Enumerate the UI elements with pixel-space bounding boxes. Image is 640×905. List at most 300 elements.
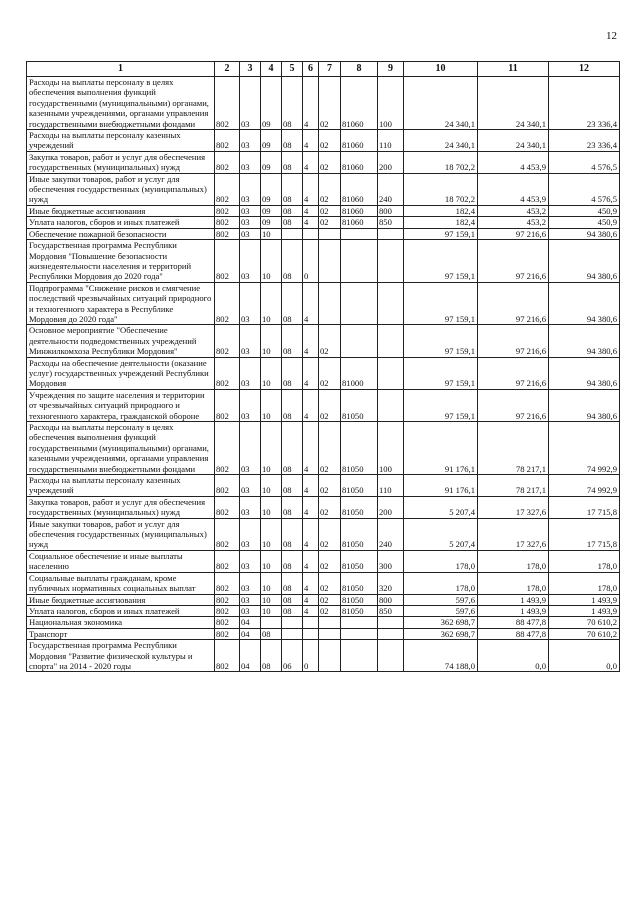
expense-type-code: 320	[378, 572, 404, 594]
amount-col-12: 94 380,6	[549, 240, 620, 283]
expense-type-code: 100	[378, 422, 404, 475]
admin-code: 802	[215, 640, 240, 672]
amount-col-10: 597,6	[404, 605, 478, 616]
expense-type-code: 200	[378, 151, 404, 173]
section-code: 03	[240, 572, 261, 594]
amount-col-11: 0,0	[478, 640, 549, 672]
program-code	[282, 628, 303, 639]
amount-col-12: 4 576,5	[549, 151, 620, 173]
amount-col-12: 94 380,6	[549, 282, 620, 325]
amount-col-11: 88 477,8	[478, 628, 549, 639]
expense-type-code: 800	[378, 594, 404, 605]
row-name: Расходы на выплаты персоналу в целях обеспечения выполнения функций государственными (муниципальными) органами, казенными учреждениями, органами управления государственными внебюджетными фондами	[27, 77, 215, 130]
amount-col-11: 178,0	[478, 550, 549, 572]
expense-type-code: 200	[378, 496, 404, 518]
amount-col-10: 97 159,1	[404, 282, 478, 325]
expense-type-code: 100	[378, 77, 404, 130]
program-code	[282, 228, 303, 239]
column-header: 11	[478, 62, 549, 77]
amount-col-10: 18 702,2	[404, 173, 478, 205]
amount-col-10: 5 207,4	[404, 496, 478, 518]
expense-type-code	[378, 617, 404, 628]
expense-type-code	[378, 628, 404, 639]
expense-type-code	[378, 228, 404, 239]
expense-type-code	[378, 640, 404, 672]
admin-code: 802	[215, 77, 240, 130]
section-code: 04	[240, 617, 261, 628]
event-code	[319, 628, 341, 639]
table-row	[27, 325, 620, 357]
amount-col-12: 70 610,2	[549, 617, 620, 628]
amount-col-12: 17 715,8	[549, 518, 620, 550]
program-code: 08	[282, 130, 303, 152]
row-name: Иные бюджетные ассигнования	[27, 594, 215, 605]
amount-col-10: 18 702,2	[404, 151, 478, 173]
amount-col-10: 91 176,1	[404, 422, 478, 475]
program-code: 08	[282, 550, 303, 572]
admin-code: 802	[215, 496, 240, 518]
event-code: 02	[319, 572, 341, 594]
admin-code: 802	[215, 628, 240, 639]
amount-col-10: 91 176,1	[404, 475, 478, 497]
section-code: 03	[240, 130, 261, 152]
row-name: Социальное обеспечение и иные выплаты населению	[27, 550, 215, 572]
amount-col-11: 97 216,6	[478, 389, 549, 421]
direction-code: 81050	[341, 594, 378, 605]
subsection-code: 08	[261, 640, 282, 672]
subsection-code: 10	[261, 550, 282, 572]
table-row	[27, 475, 620, 497]
admin-code: 802	[215, 205, 240, 216]
expense-type-code	[378, 282, 404, 325]
row-name: Закупка товаров, работ и услуг для обеспечения государственных (муниципальных) нужд	[27, 496, 215, 518]
subprogram-code: 4	[303, 572, 319, 594]
amount-col-11: 453,2	[478, 217, 549, 228]
event-code: 02	[319, 496, 341, 518]
amount-col-12: 0,0	[549, 640, 620, 672]
admin-code: 802	[215, 617, 240, 628]
event-code: 02	[319, 151, 341, 173]
subprogram-code	[303, 628, 319, 639]
event-code: 02	[319, 205, 341, 216]
program-code	[282, 617, 303, 628]
subsection-code: 10	[261, 389, 282, 421]
direction-code	[341, 325, 378, 357]
column-header: 1	[27, 62, 215, 77]
event-code: 02	[319, 77, 341, 130]
amount-col-11: 78 217,1	[478, 422, 549, 475]
admin-code: 802	[215, 325, 240, 357]
direction-code	[341, 228, 378, 239]
direction-code: 81060	[341, 173, 378, 205]
program-code: 08	[282, 205, 303, 216]
table-row	[27, 422, 620, 475]
admin-code: 802	[215, 594, 240, 605]
direction-code: 81050	[341, 572, 378, 594]
subsection-code: 10	[261, 572, 282, 594]
admin-code: 802	[215, 550, 240, 572]
admin-code: 802	[215, 475, 240, 497]
direction-code: 81050	[341, 422, 378, 475]
subprogram-code	[303, 617, 319, 628]
subsection-code: 09	[261, 151, 282, 173]
amount-col-10: 97 159,1	[404, 389, 478, 421]
row-name: Подпрограмма "Снижение рисков и смягчение последствий чрезвычайных ситуаций природного и техногенного характера в Республике Мордовия до 2020 года"	[27, 282, 215, 325]
subsection-code: 10	[261, 475, 282, 497]
section-code: 04	[240, 628, 261, 639]
amount-col-10: 97 159,1	[404, 240, 478, 283]
admin-code: 802	[215, 151, 240, 173]
subsection-code: 10	[261, 240, 282, 283]
direction-code	[341, 628, 378, 639]
section-code: 03	[240, 173, 261, 205]
column-header: 4	[261, 62, 282, 77]
amount-col-11: 97 216,6	[478, 282, 549, 325]
event-code: 02	[319, 594, 341, 605]
row-name: Национальная экономика	[27, 617, 215, 628]
table-row	[27, 518, 620, 550]
table-row	[27, 628, 620, 639]
amount-col-12: 23 336,4	[549, 130, 620, 152]
subsection-code: 10	[261, 325, 282, 357]
row-name: Транспорт	[27, 628, 215, 639]
admin-code: 802	[215, 389, 240, 421]
section-code: 03	[240, 77, 261, 130]
amount-col-12: 4 576,5	[549, 173, 620, 205]
row-name: Иные бюджетные ассигнования	[27, 205, 215, 216]
subprogram-code: 4	[303, 389, 319, 421]
table-row	[27, 173, 620, 205]
program-code: 08	[282, 357, 303, 389]
subprogram-code: 4	[303, 475, 319, 497]
amount-col-11: 97 216,6	[478, 325, 549, 357]
column-header: 2	[215, 62, 240, 77]
expense-type-code: 850	[378, 217, 404, 228]
event-code	[319, 240, 341, 283]
event-code: 02	[319, 173, 341, 205]
direction-code	[341, 282, 378, 325]
amount-col-11: 24 340,1	[478, 130, 549, 152]
row-name: Учреждения по защите населения и территории от чрезвычайных ситуаций природного и техногенного характера, гражданской обороне	[27, 389, 215, 421]
row-name: Уплата налогов, сборов и иных платежей	[27, 605, 215, 616]
event-code: 02	[319, 357, 341, 389]
amount-col-11: 88 477,8	[478, 617, 549, 628]
row-name: Государственная программа Республики Мордовия "Повышение безопасности жизнедеятельности населения и территорий Республики Мордовия до 2020 года"	[27, 240, 215, 283]
amount-col-12: 94 380,6	[549, 389, 620, 421]
amount-col-11: 4 453,9	[478, 151, 549, 173]
direction-code: 81050	[341, 496, 378, 518]
column-header: 8	[341, 62, 378, 77]
amount-col-10: 24 340,1	[404, 77, 478, 130]
table-row	[27, 357, 620, 389]
row-name: Государственная программа Республики Мордовия "Развитие физической культуры и спорта" на 2014 - 2020 годы	[27, 640, 215, 672]
section-code: 03	[240, 205, 261, 216]
admin-code: 802	[215, 572, 240, 594]
program-code: 08	[282, 422, 303, 475]
admin-code: 802	[215, 228, 240, 239]
expense-type-code: 240	[378, 173, 404, 205]
header-row	[27, 62, 620, 77]
amount-col-11: 24 340,1	[478, 77, 549, 130]
table-row	[27, 550, 620, 572]
admin-code: 802	[215, 240, 240, 283]
amount-col-12: 178,0	[549, 550, 620, 572]
amount-col-10: 182,4	[404, 217, 478, 228]
subsection-code: 09	[261, 130, 282, 152]
subsection-code: 09	[261, 217, 282, 228]
subprogram-code: 4	[303, 357, 319, 389]
program-code: 08	[282, 282, 303, 325]
direction-code: 81060	[341, 77, 378, 130]
table-row	[27, 640, 620, 672]
amount-col-10: 178,0	[404, 550, 478, 572]
row-name: Социальные выплаты гражданам, кроме публичных нормативных социальных выплат	[27, 572, 215, 594]
program-code: 08	[282, 475, 303, 497]
amount-col-10: 182,4	[404, 205, 478, 216]
section-code: 04	[240, 640, 261, 672]
subsection-code: 08	[261, 628, 282, 639]
event-code: 02	[319, 217, 341, 228]
subsection-code: 10	[261, 518, 282, 550]
row-name: Расходы на обеспечение деятельности (оказание услуг) государственных учреждений Республики Мордовия	[27, 357, 215, 389]
section-code: 03	[240, 240, 261, 283]
row-name: Обеспечение пожарной безопасности	[27, 228, 215, 239]
amount-col-10: 597,6	[404, 594, 478, 605]
subprogram-code: 4	[303, 282, 319, 325]
amount-col-11: 1 493,9	[478, 594, 549, 605]
expense-type-code: 110	[378, 475, 404, 497]
event-code: 02	[319, 130, 341, 152]
amount-col-12: 74 992,9	[549, 475, 620, 497]
subsection-code: 09	[261, 205, 282, 216]
admin-code: 802	[215, 282, 240, 325]
subprogram-code: 4	[303, 173, 319, 205]
subprogram-code	[303, 228, 319, 239]
subprogram-code: 4	[303, 151, 319, 173]
program-code: 08	[282, 240, 303, 283]
direction-code: 81050	[341, 518, 378, 550]
event-code	[319, 617, 341, 628]
amount-col-12: 450,9	[549, 205, 620, 216]
column-header: 9	[378, 62, 404, 77]
admin-code: 802	[215, 518, 240, 550]
amount-col-10: 74 188,0	[404, 640, 478, 672]
table-row	[27, 77, 620, 130]
table-row	[27, 572, 620, 594]
table-row	[27, 228, 620, 239]
table-row	[27, 240, 620, 283]
subsection-code	[261, 617, 282, 628]
event-code: 02	[319, 605, 341, 616]
subprogram-code: 4	[303, 422, 319, 475]
amount-col-11: 97 216,6	[478, 357, 549, 389]
event-code: 02	[319, 325, 341, 357]
column-header: 3	[240, 62, 261, 77]
row-name: Закупка товаров, работ и услуг для обеспечения государственных (муниципальных) нужд	[27, 151, 215, 173]
expense-type-code	[378, 325, 404, 357]
row-name: Расходы на выплаты персоналу в целях обеспечения выполнения функций государственными (муниципальными) органами, казенными учреждениями, органами управления государственными внебюджетными фондами	[27, 422, 215, 475]
amount-col-12: 74 992,9	[549, 422, 620, 475]
subprogram-code: 4	[303, 77, 319, 130]
section-code: 03	[240, 357, 261, 389]
subsection-code: 09	[261, 77, 282, 130]
amount-col-11: 17 327,6	[478, 518, 549, 550]
subprogram-code: 4	[303, 130, 319, 152]
subprogram-code: 4	[303, 325, 319, 357]
amount-col-10: 178,0	[404, 572, 478, 594]
amount-col-10: 97 159,1	[404, 357, 478, 389]
amount-col-12: 23 336,4	[549, 77, 620, 130]
subprogram-code: 0	[303, 240, 319, 283]
section-code: 03	[240, 550, 261, 572]
amount-col-10: 97 159,1	[404, 228, 478, 239]
event-code: 02	[319, 550, 341, 572]
admin-code: 802	[215, 357, 240, 389]
amount-col-11: 78 217,1	[478, 475, 549, 497]
event-code	[319, 640, 341, 672]
subprogram-code: 4	[303, 605, 319, 616]
subsection-code: 10	[261, 282, 282, 325]
amount-col-12: 94 380,6	[549, 325, 620, 357]
section-code: 03	[240, 422, 261, 475]
row-name: Расходы на выплаты персоналу казенных учреждений	[27, 475, 215, 497]
admin-code: 802	[215, 605, 240, 616]
section-code: 03	[240, 228, 261, 239]
table-row	[27, 389, 620, 421]
subprogram-code: 4	[303, 496, 319, 518]
expense-type-code: 240	[378, 518, 404, 550]
table-row	[27, 617, 620, 628]
amount-col-11: 97 216,6	[478, 228, 549, 239]
direction-code: 81060	[341, 205, 378, 216]
amount-col-12: 450,9	[549, 217, 620, 228]
program-code: 08	[282, 605, 303, 616]
amount-col-10: 5 207,4	[404, 518, 478, 550]
amount-col-12: 94 380,6	[549, 357, 620, 389]
table-row	[27, 205, 620, 216]
program-code: 08	[282, 572, 303, 594]
table-row	[27, 594, 620, 605]
subsection-code: 10	[261, 422, 282, 475]
program-code: 08	[282, 496, 303, 518]
program-code: 08	[282, 217, 303, 228]
expense-type-code	[378, 240, 404, 283]
program-code: 08	[282, 151, 303, 173]
event-code: 02	[319, 518, 341, 550]
expense-type-code	[378, 389, 404, 421]
direction-code: 81050	[341, 605, 378, 616]
row-name: Основное мероприятие "Обеспечение деятельности подведомственных учреждений Минжилкомхоза Республики Мордовия"	[27, 325, 215, 357]
section-code: 03	[240, 217, 261, 228]
direction-code	[341, 240, 378, 283]
amount-col-11: 97 216,6	[478, 240, 549, 283]
event-code	[319, 282, 341, 325]
section-code: 03	[240, 325, 261, 357]
column-header: 10	[404, 62, 478, 77]
expense-type-code: 300	[378, 550, 404, 572]
direction-code	[341, 640, 378, 672]
expense-type-code: 110	[378, 130, 404, 152]
table-row	[27, 130, 620, 152]
amount-col-11: 4 453,9	[478, 173, 549, 205]
program-code: 08	[282, 77, 303, 130]
subsection-code: 10	[261, 605, 282, 616]
row-name: Расходы на выплаты персоналу казенных учреждений	[27, 130, 215, 152]
amount-col-10: 97 159,1	[404, 325, 478, 357]
table-row	[27, 217, 620, 228]
subprogram-code: 4	[303, 205, 319, 216]
direction-code: 81060	[341, 151, 378, 173]
budget-table	[26, 61, 620, 672]
page-number: 12	[606, 30, 617, 42]
section-code: 03	[240, 151, 261, 173]
amount-col-12: 94 380,6	[549, 228, 620, 239]
direction-code: 81060	[341, 217, 378, 228]
amount-col-12: 17 715,8	[549, 496, 620, 518]
row-name: Иные закупки товаров, работ и услуг для обеспечения государственных (муниципальных) нужд	[27, 173, 215, 205]
table-row	[27, 282, 620, 325]
event-code: 02	[319, 389, 341, 421]
event-code: 02	[319, 475, 341, 497]
section-code: 03	[240, 389, 261, 421]
subprogram-code: 4	[303, 594, 319, 605]
amount-col-12: 178,0	[549, 572, 620, 594]
program-code: 08	[282, 594, 303, 605]
section-code: 03	[240, 475, 261, 497]
amount-col-11: 453,2	[478, 205, 549, 216]
subprogram-code: 0	[303, 640, 319, 672]
event-code	[319, 228, 341, 239]
subsection-code: 10	[261, 496, 282, 518]
row-name: Уплата налогов, сборов и иных платежей	[27, 217, 215, 228]
subsection-code: 10	[261, 594, 282, 605]
column-header: 12	[549, 62, 620, 77]
subsection-code: 10	[261, 357, 282, 389]
table-row	[27, 496, 620, 518]
admin-code: 802	[215, 173, 240, 205]
section-code: 03	[240, 518, 261, 550]
column-header: 7	[319, 62, 341, 77]
row-name: Иные закупки товаров, работ и услуг для обеспечения государственных (муниципальных) нужд	[27, 518, 215, 550]
column-header: 6	[303, 62, 319, 77]
direction-code	[341, 617, 378, 628]
admin-code: 802	[215, 422, 240, 475]
amount-col-11: 17 327,6	[478, 496, 549, 518]
expense-type-code	[378, 357, 404, 389]
direction-code: 81000	[341, 357, 378, 389]
expense-type-code: 850	[378, 605, 404, 616]
direction-code: 81050	[341, 550, 378, 572]
expense-type-code: 800	[378, 205, 404, 216]
section-code: 03	[240, 282, 261, 325]
direction-code: 81050	[341, 389, 378, 421]
subprogram-code: 4	[303, 550, 319, 572]
program-code: 08	[282, 389, 303, 421]
amount-col-11: 1 493,9	[478, 605, 549, 616]
amount-col-11: 178,0	[478, 572, 549, 594]
section-code: 03	[240, 605, 261, 616]
section-code: 03	[240, 496, 261, 518]
program-code: 06	[282, 640, 303, 672]
section-code: 03	[240, 594, 261, 605]
program-code: 08	[282, 325, 303, 357]
subsection-code: 10	[261, 228, 282, 239]
program-code: 08	[282, 518, 303, 550]
amount-col-12: 1 493,9	[549, 594, 620, 605]
column-header: 5	[282, 62, 303, 77]
amount-col-10: 362 698,7	[404, 617, 478, 628]
table-row	[27, 151, 620, 173]
